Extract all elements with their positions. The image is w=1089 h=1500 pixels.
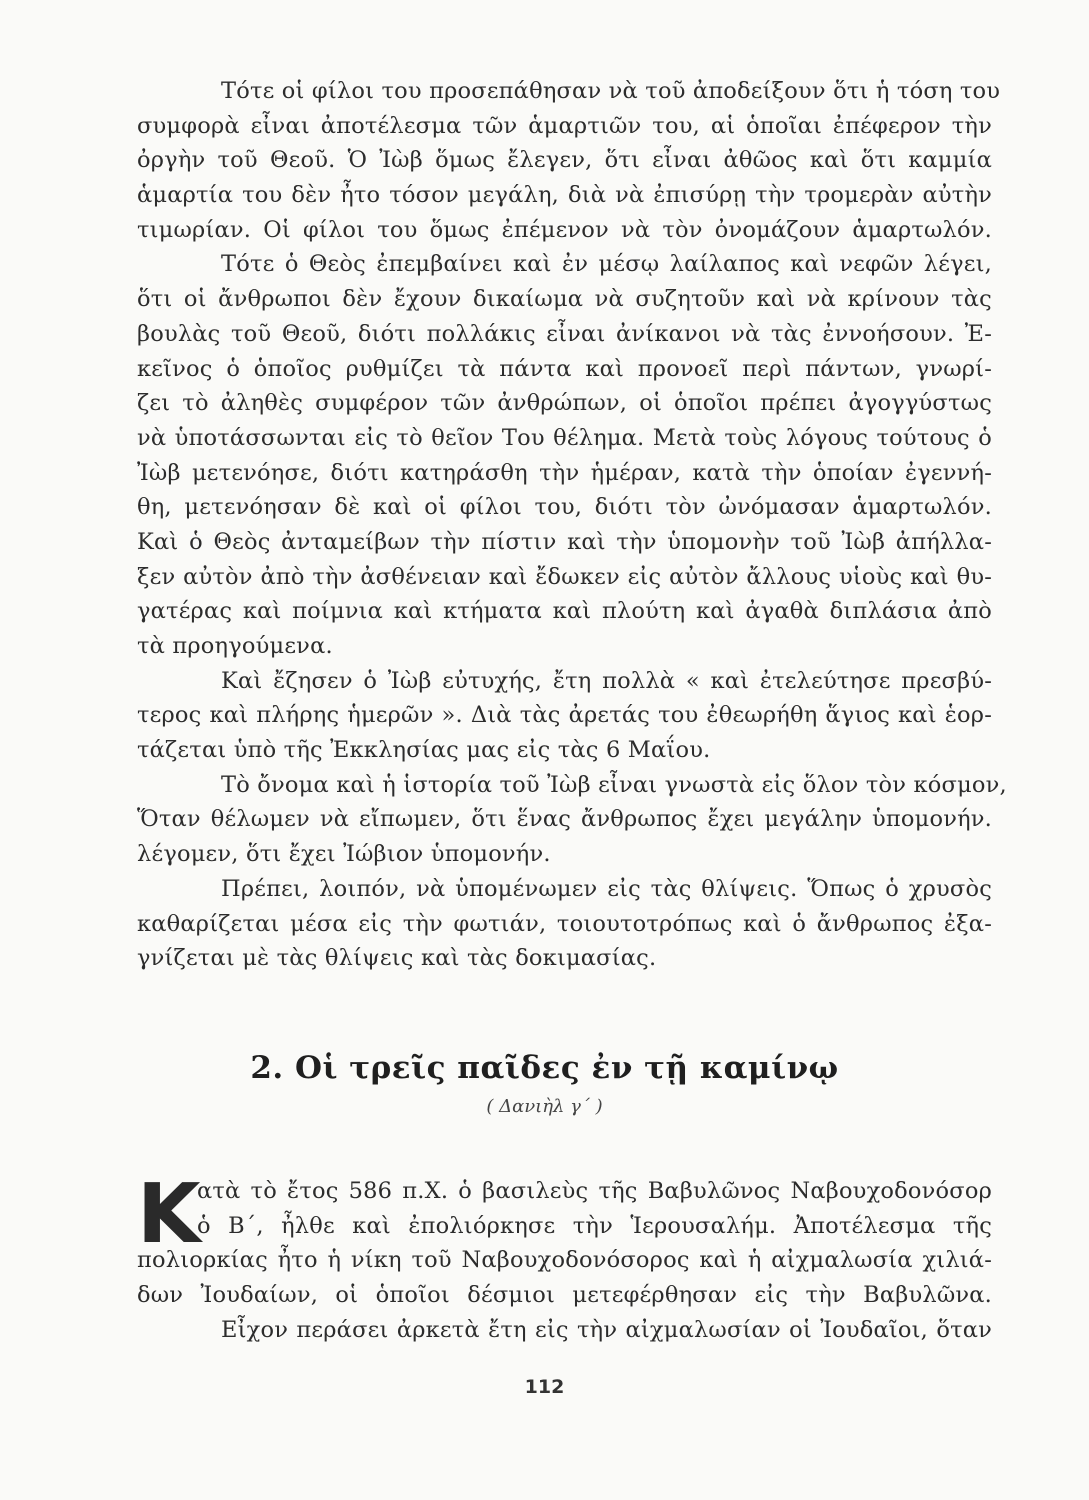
text-line: ἁμαρτία του δὲν ἦτο τόσον μεγάλη, διὰ νὰ ἐπισύρῃ τὴν τρομερὰν αὐτὴν — [137, 182, 992, 209]
text-line: ὁ Β΄, ἦλθε καὶ ἐπολιόρκησε τὴν Ἱερουσαλήμ. Ἀποτέλεσμα τῆς — [197, 1212, 992, 1239]
text-line: νὰ ὑποτάσσωνται εἰς τὸ θεῖον Του θέλημα. Μετὰ τοὺς λόγους τούτους ὁ — [137, 424, 992, 451]
text-line: Καὶ ἔζησεν ὁ Ἰὼβ εὐτυχής, ἔτη πολλὰ « καὶ ἐτελεύτησε πρεσβύ- — [221, 667, 992, 694]
scripture-reference: ( Δανιὴλ γ΄ ) — [486, 1096, 603, 1117]
drop-cap: Κ — [137, 1167, 201, 1262]
text-line: κεῖνος ὁ ὁποῖος ρυθμίζει τὰ πάντα καὶ προνοεῖ περὶ πάντων, γνωρί- — [137, 355, 992, 382]
section-heading: 2. Οἱ τρεῖς παῖδες ἐν τῇ καμίνῳ — [250, 1050, 839, 1086]
text-line: τὰ προηγούμενα. — [137, 633, 333, 659]
text-line: ὀργὴν τοῦ Θεοῦ. Ὁ Ἰὼβ ὅμως ἔλεγεν, ὅτι εἶναι ἀθῶος καὶ ὅτι καμμία — [137, 147, 992, 174]
text-line: Τότε οἱ φίλοι του προσεπάθησαν νὰ τοῦ ἀποδείξουν ὅτι ἡ τόση του — [221, 78, 1001, 104]
text-line: τάζεται ὑπὸ τῆς Ἐκκλησίας μας εἰς τὰς 6 Μαΐου. — [137, 737, 711, 764]
text-line: λέγομεν, ὅτι ἔχει Ἰώβιον ὑπομονήν. — [137, 841, 551, 868]
three-youths-story-text — [137, 1167, 992, 1347]
text-line: Τότε ὁ Θεὸς ἐπεμβαίνει καὶ ἐν μέσῳ λαίλαπος καὶ νεφῶν λέγει, — [221, 251, 992, 278]
text-line: Εἶχον περάσει ἀρκετὰ ἔτη εἰς τὴν αἰχμαλωσίαν οἱ Ἰουδαῖοι, ὅταν — [221, 1316, 992, 1343]
text-line: συμφορὰ εἶναι ἀποτέλεσμα τῶν ἁμαρτιῶν του, αἱ ὁποῖαι ἐπέφερον τὴν — [137, 112, 992, 139]
text-line: ατὰ τὸ ἔτος 586 π.Χ. ὁ βασιλεὺς τῆς Βαβυλῶνος Ναβουχοδονόσορ — [197, 1178, 992, 1204]
text-line: Καὶ ὁ Θεὸς ἀνταμείβων τὴν πίστιν καὶ τὴν ὑπομονὴν τοῦ Ἰὼβ ἀπήλλα- — [137, 528, 992, 555]
job-story-text — [137, 74, 1007, 976]
text-line: τιμωρίαν. Οἱ φίλοι του ὅμως ἐπέμενον νὰ τὸν ὀνομάζουν ἁμαρτωλόν. — [137, 216, 992, 243]
text-line: καθαρίζεται μέσα εἰς τὴν φωτιάν, τοιουτοτρόπως καὶ ὁ ἄνθρωπος ἐξα- — [137, 910, 992, 937]
text-line: γατέρας καὶ ποίμνια καὶ κτήματα καὶ πλούτη καὶ ἀγαθὰ διπλάσια ἀπὸ — [137, 598, 992, 625]
text-line: τερος καὶ πλήρης ἡμερῶν ». Διὰ τὰς ἀρετάς του ἐθεωρήθη ἅγιος καὶ ἑορ- — [137, 702, 992, 729]
text-line: ζει τὸ ἀληθὲς συμφέρον τῶν ἀνθρώπων, οἱ ὁποῖοι πρέπει ἀγογγύστως — [137, 390, 992, 417]
text-line: ξεν αὐτὸν ἀπὸ τὴν ἀσθένειαν καὶ ἔδωκεν εἰς αὐτὸν ἄλλους υἱοὺς καὶ θυ- — [137, 563, 992, 590]
text-line: γνίζεται μὲ τὰς θλίψεις καὶ τὰς δοκιμασίας. — [137, 945, 657, 972]
page-number: 112 — [524, 1376, 565, 1398]
text-line: Ἰὼβ μετενόησε, διότι κατηράσθη τὴν ἡμέραν, κατὰ τὴν ὁποίαν ἐγεννή- — [137, 459, 992, 486]
text-line: Τὸ ὄνομα καὶ ἡ ἱστορία τοῦ Ἰὼβ εἶναι γνωστὰ εἰς ὅλον τὸν κόσμον, — [221, 771, 1007, 798]
text-line: Ὅταν θέλωμεν νὰ εἴπωμεν, ὅτι ἕνας ἄνθρωπος ἔχει μεγάλην ὑπομονήν. — [137, 806, 992, 833]
text-line: θη, μετενόησαν δὲ καὶ οἱ φίλοι του, διότι τὸν ὠνόμασαν ἁμαρτωλόν. — [137, 494, 992, 521]
text-line: δων Ἰουδαίων, οἱ ὁποῖοι δέσμιοι μετεφέρθησαν εἰς τὴν Βαβυλῶνα. — [137, 1282, 992, 1309]
text-line: βουλὰς τοῦ Θεοῦ, διότι πολλάκις εἶναι ἀνίκανοι νὰ τὰς ἐννοήσουν. Ἐ- — [137, 320, 992, 347]
text-line: Πρέπει, λοιπόν, νὰ ὑπομένωμεν εἰς τὰς θλίψεις. Ὅπως ὁ χρυσὸς — [221, 875, 992, 902]
text-line: ὅτι οἱ ἄνθρωποι δὲν ἔχουν δικαίωμα νὰ συζητοῦν καὶ νὰ κρίνουν τὰς — [137, 286, 992, 313]
text-line: πολιορκίας ἦτο ἡ νίκη τοῦ Ναβουχοδονόσορος καὶ ἡ αἰχμαλωσία χιλιά- — [137, 1247, 992, 1274]
